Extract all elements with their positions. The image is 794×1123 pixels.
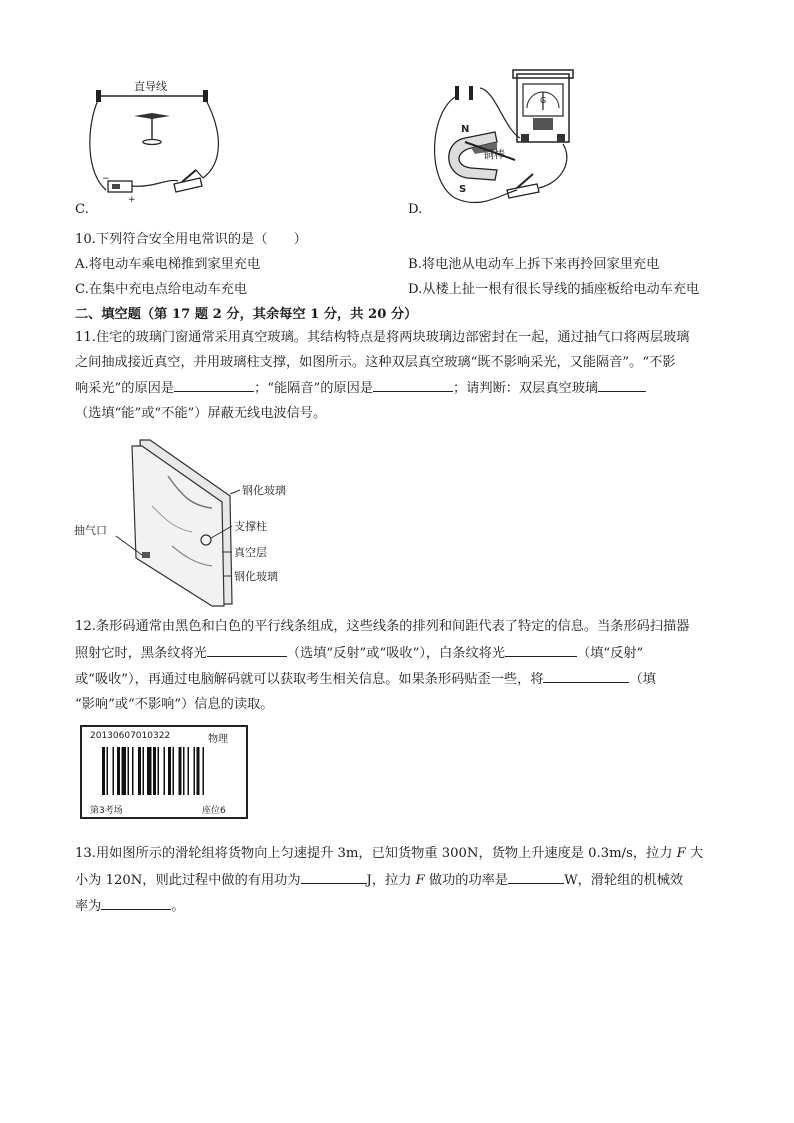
q11-blank-1[interactable] — [174, 375, 254, 392]
barcode-room: 第3考场 — [90, 806, 123, 816]
q12-line-2: 照射它时，黑条纹将光 （选填“反射”或“吸收”），白条纹将光 （填“反射” — [75, 640, 725, 667]
svg-text:−: − — [102, 174, 110, 184]
barcode-seat: 座位6 — [202, 806, 226, 816]
label-vacuum-layer: 真空层 — [234, 546, 267, 559]
q13-line-3: 率为 。 — [75, 893, 725, 920]
q12-text — [75, 615, 725, 717]
copper-rod-label: 铜棒 — [483, 148, 505, 161]
svg-text:+: + — [128, 195, 136, 205]
q11-text — [75, 326, 725, 426]
q10-option-b: B.将电池从电动车上拆下来再拎回家里充电 — [408, 257, 660, 272]
q12-blank-1[interactable] — [207, 640, 287, 657]
q10-stem: 10.下列符合安全用电常识的是（ ） — [75, 232, 307, 247]
q11-line-4: （选填“能”或“不能”）屏蔽无线电波信号。 — [75, 405, 327, 421]
q10-option-a: A.将电动车乘电梯推到家里充电 — [75, 257, 261, 272]
figure-vacuum-glass — [72, 436, 312, 606]
q12-line-4: “影响”或“不影响”）信息的读取。 — [75, 696, 274, 712]
q12-line-1: 12.条形码通常由黑色和白色的平行线条组成，这些线条的排列和间距代表了特定的信息。当条形码扫描器 — [75, 619, 690, 634]
barcode-label — [80, 725, 248, 819]
q12-line-3: 或“吸收”），再通过电脑解码就可以获取考生相关信息。如果条形码贴歪一些，将 （填 — [75, 666, 725, 693]
barcode-number: 20130607010322 — [90, 731, 171, 741]
label-support-pillar: 支撑柱 — [234, 520, 267, 533]
q11-line-2: 之间抽成接近真空，并用玻璃柱支撑，如图所示。这种双层真空玻璃“既不影响采光，又能隔音”。“不影 — [75, 354, 676, 370]
q11-blank-2[interactable] — [373, 375, 453, 392]
figure-d-electromagnetic-induction — [425, 70, 585, 210]
q13-blank-1[interactable] — [301, 867, 367, 884]
magnet-south-label: S — [459, 184, 467, 195]
q13-blank-2[interactable] — [508, 867, 564, 884]
option-c-label: C. — [75, 202, 89, 217]
q10-option-c: C.在集中充电点给电动车充电 — [75, 282, 248, 297]
q10-option-d: D.从楼上扯一根有很长导线的插座板给电动车充电 — [408, 282, 700, 297]
q13-blank-3[interactable] — [101, 893, 171, 910]
magnet-north-label: N — [461, 124, 470, 135]
figure-c-straight-wire — [78, 78, 228, 208]
q11-line-1: 11.住宅的玻璃门窗通常采用真空玻璃。其结构特点是将两块玻璃边部密封在一起，通过抽气口将两层玻璃 — [75, 330, 690, 345]
barcode-bars — [102, 747, 230, 795]
barcode-subject: 物理 — [208, 734, 228, 745]
q13-line-2: 小为 120N，则此过程中做的有用功为 J，拉力 F 做功的功率是 W，滑轮组的机械效 — [75, 867, 725, 894]
q13-line-1: 13.用如图所示的滑轮组将货物向上匀速提升 3m，已知货物重 300N，货物上升速度是 0.3m/s，拉力 F 大 — [75, 846, 704, 861]
label-tempered-glass-top: 钢化玻璃 — [242, 484, 286, 497]
option-d-label: D. — [408, 202, 423, 217]
straight-wire-label: 直导线 — [134, 80, 167, 93]
section-heading: 二、填空题（第 17 题 2 分，其余每空 1 分，共 20 分） — [75, 307, 418, 322]
q12-blank-3[interactable] — [543, 666, 629, 683]
q12-blank-2[interactable] — [505, 640, 577, 657]
q13-text — [75, 842, 725, 920]
label-air-port: 抽气口 — [74, 524, 107, 537]
q11-blank-3[interactable] — [598, 375, 646, 392]
label-tempered-glass-bottom: 钢化玻璃 — [234, 570, 278, 583]
svg-text:G: G — [540, 96, 547, 105]
q11-line-3: 响采光”的原因是 ；“能隔音”的原因是 ；请判断：双层真空玻璃 — [75, 375, 725, 402]
